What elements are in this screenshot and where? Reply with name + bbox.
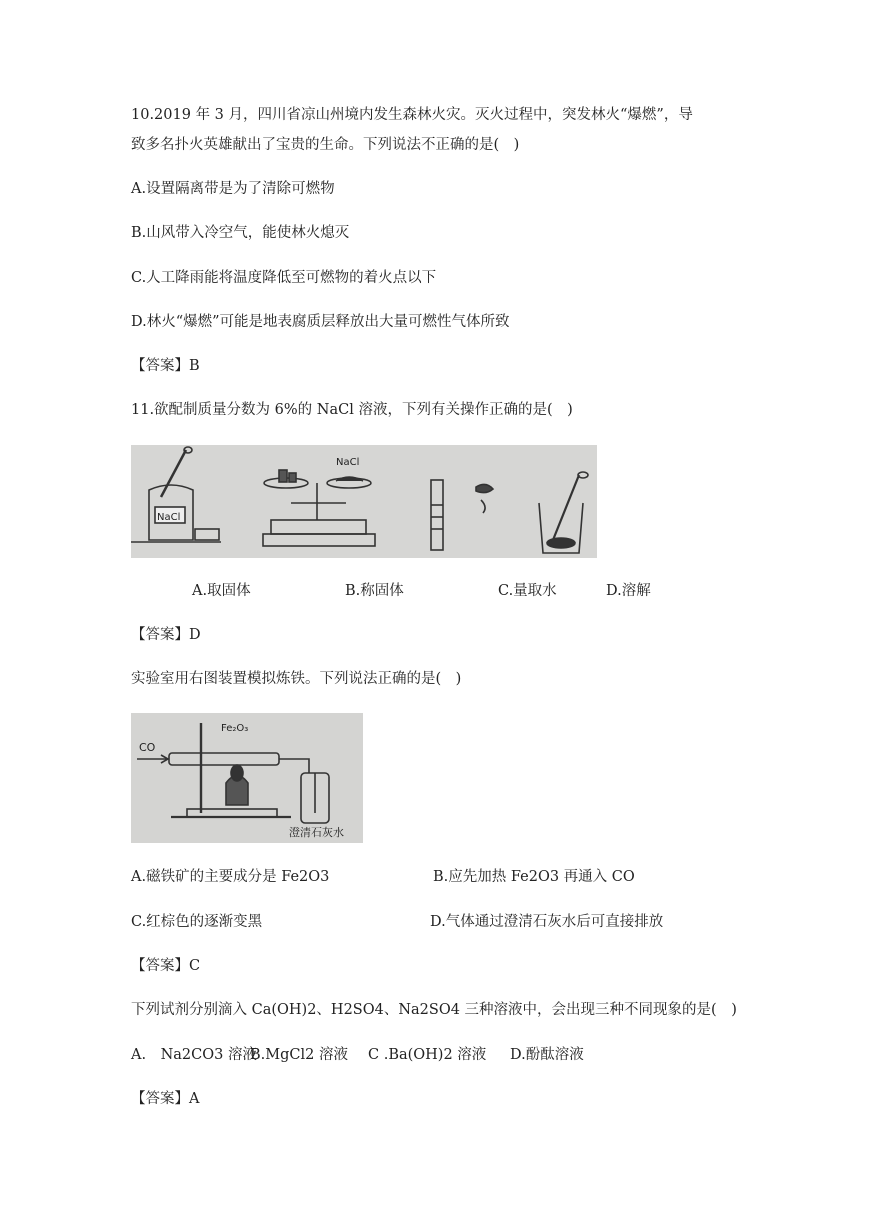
q13-option-a: A. Na2CO3 溶液 bbox=[131, 1047, 257, 1063]
balance-label: NaCl bbox=[336, 457, 360, 468]
q11-stem: 11.欲配制质量分数为 6%的 NaCl 溶液，下列有关操作正确的是( ) bbox=[131, 402, 573, 418]
q12-figure bbox=[131, 713, 363, 843]
q11-option-c: C.量取水 bbox=[498, 583, 557, 599]
q10-answer: 【答案】B bbox=[131, 358, 200, 374]
q13-stem: 下列试剂分别滴入 Ca(OH)2、H2SO4、Na2SO4 三种溶液中，会出现三种不同现象的是( ) bbox=[131, 1002, 737, 1018]
iron-smelting-apparatus-illustration bbox=[131, 713, 363, 843]
oxide-label: Fe₂O₃ bbox=[221, 723, 249, 734]
q10-stem-line1: 10.2019 年 3 月，四川省凉山州境内发生森林火灾。灭火过程中，突发林火“爆燃”，导 bbox=[131, 107, 693, 123]
q12-stem: 实验室用右图装置模拟炼铁。下列说法正确的是( ) bbox=[131, 671, 462, 687]
q12-option-b: B.应先加热 Fe2O3 再通入 CO bbox=[433, 869, 635, 885]
q11-answer: 【答案】D bbox=[131, 627, 201, 643]
q11-option-a: A.取固体 bbox=[192, 583, 251, 599]
q12-option-d: D.气体通过澄清石灰水后可直接排放 bbox=[430, 914, 664, 930]
co-label: CO bbox=[139, 741, 156, 754]
q11-figure bbox=[131, 445, 597, 558]
q13-option-d: D.酚酞溶液 bbox=[510, 1047, 584, 1063]
q10-stem-line2: 致多名扑火英雄献出了宝贵的生命。下列说法不正确的是( ) bbox=[131, 137, 520, 153]
q12-answer: 【答案】C bbox=[131, 958, 201, 974]
q10-option-b: B.山风带入冷空气，能使林火熄灭 bbox=[131, 225, 350, 241]
limewater-label: 澄清石灰水 bbox=[289, 826, 344, 839]
q10-option-a: A.设置隔离带是为了清除可燃物 bbox=[131, 181, 335, 197]
q11-option-d: D.溶解 bbox=[606, 583, 651, 599]
q13-answer: 【答案】A bbox=[131, 1091, 200, 1107]
q13-option-c: C .Ba(OH)2 溶液 bbox=[368, 1047, 487, 1063]
q12-option-a: A.磁铁矿的主要成分是 Fe2O3 bbox=[131, 869, 330, 885]
q10-option-d: D.林火“爆燃”可能是地表腐质层释放出大量可燃性气体所致 bbox=[131, 314, 510, 330]
q12-option-c: C.红棕色的逐渐变黑 bbox=[131, 914, 263, 930]
q13-option-b: B.MgCl2 溶液 bbox=[250, 1047, 348, 1063]
q11-option-b: B.称固体 bbox=[345, 583, 404, 599]
q10-option-c: C.人工降雨能将温度降低至可燃物的着火点以下 bbox=[131, 270, 437, 286]
lab-operations-illustration bbox=[131, 445, 597, 558]
bottle-label: NaCl bbox=[157, 512, 181, 523]
